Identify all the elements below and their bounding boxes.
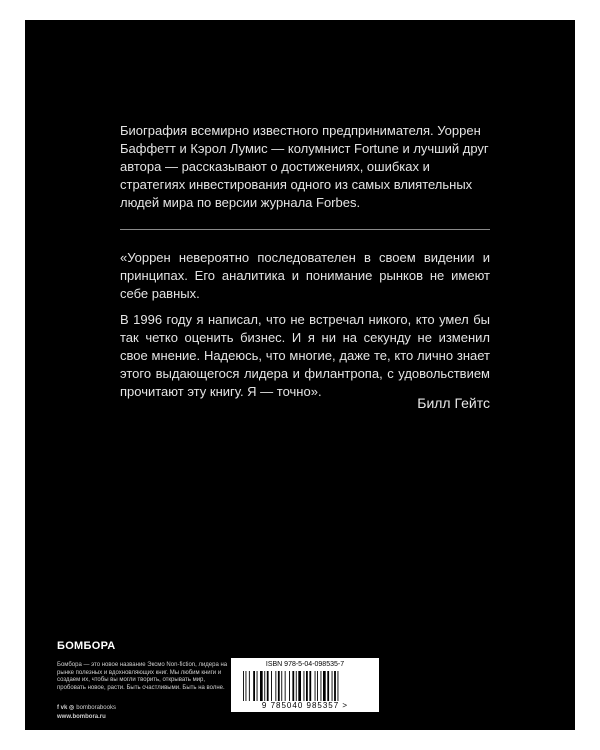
divider-line [120, 229, 490, 230]
barcode-digits: 9 785040 985357 > [261, 701, 349, 710]
publisher-logo: БОМБОРА [57, 640, 116, 652]
testimonial-quote [120, 249, 490, 409]
barcode-bars [241, 671, 371, 701]
book-description: Биография всемирно известного предпринимателя. Уоррен Баффетт и Кэрол Лумис — колумнист Fortune и лучший друг автора — рассказывают о достижениях, ошибках и стратегиях инвестирования одного из самых влиятельных людей мира по версии журнала Forbes. [120, 123, 489, 210]
publisher-website: www.bombora.ru [57, 714, 106, 720]
isbn-label: ISBN 978-5-04-098535-7 [265, 661, 345, 668]
back-cover [25, 20, 575, 730]
social-handle: bomborabooks [76, 705, 116, 711]
publisher-description: Бомбора — это новое название Эксмо Non-fiction, лидера на рынке полезных и вдохновляющих книг. Мы любим книги и создаем их, чтобы вы могли творить, открывать мир, пробовать новое, расти. Быть счастливыми. Быть на волне. [57, 662, 228, 691]
social-icons: f vk ◎ [57, 705, 75, 711]
social-links [57, 704, 116, 711]
quote-paragraph-2: В 1996 году я написал, что не встречал никого, кто умел бы так четко оценить бизнес. И я ни на секунду не изменил свое мнение. Надеюсь, что многие, даже те, кто лично знает этого выдающегося лидера и филантропа, с удовольствием прочитают эту книгу. Я — точно». [120, 312, 490, 399]
quote-paragraph-1: «Уоррен невероятно последователен в своем видении и принципах. Его аналитика и понимание рынков не имеют себе равных. [120, 250, 490, 301]
barcode-block [231, 658, 379, 712]
quote-author: Билл Гейтс [417, 395, 490, 411]
